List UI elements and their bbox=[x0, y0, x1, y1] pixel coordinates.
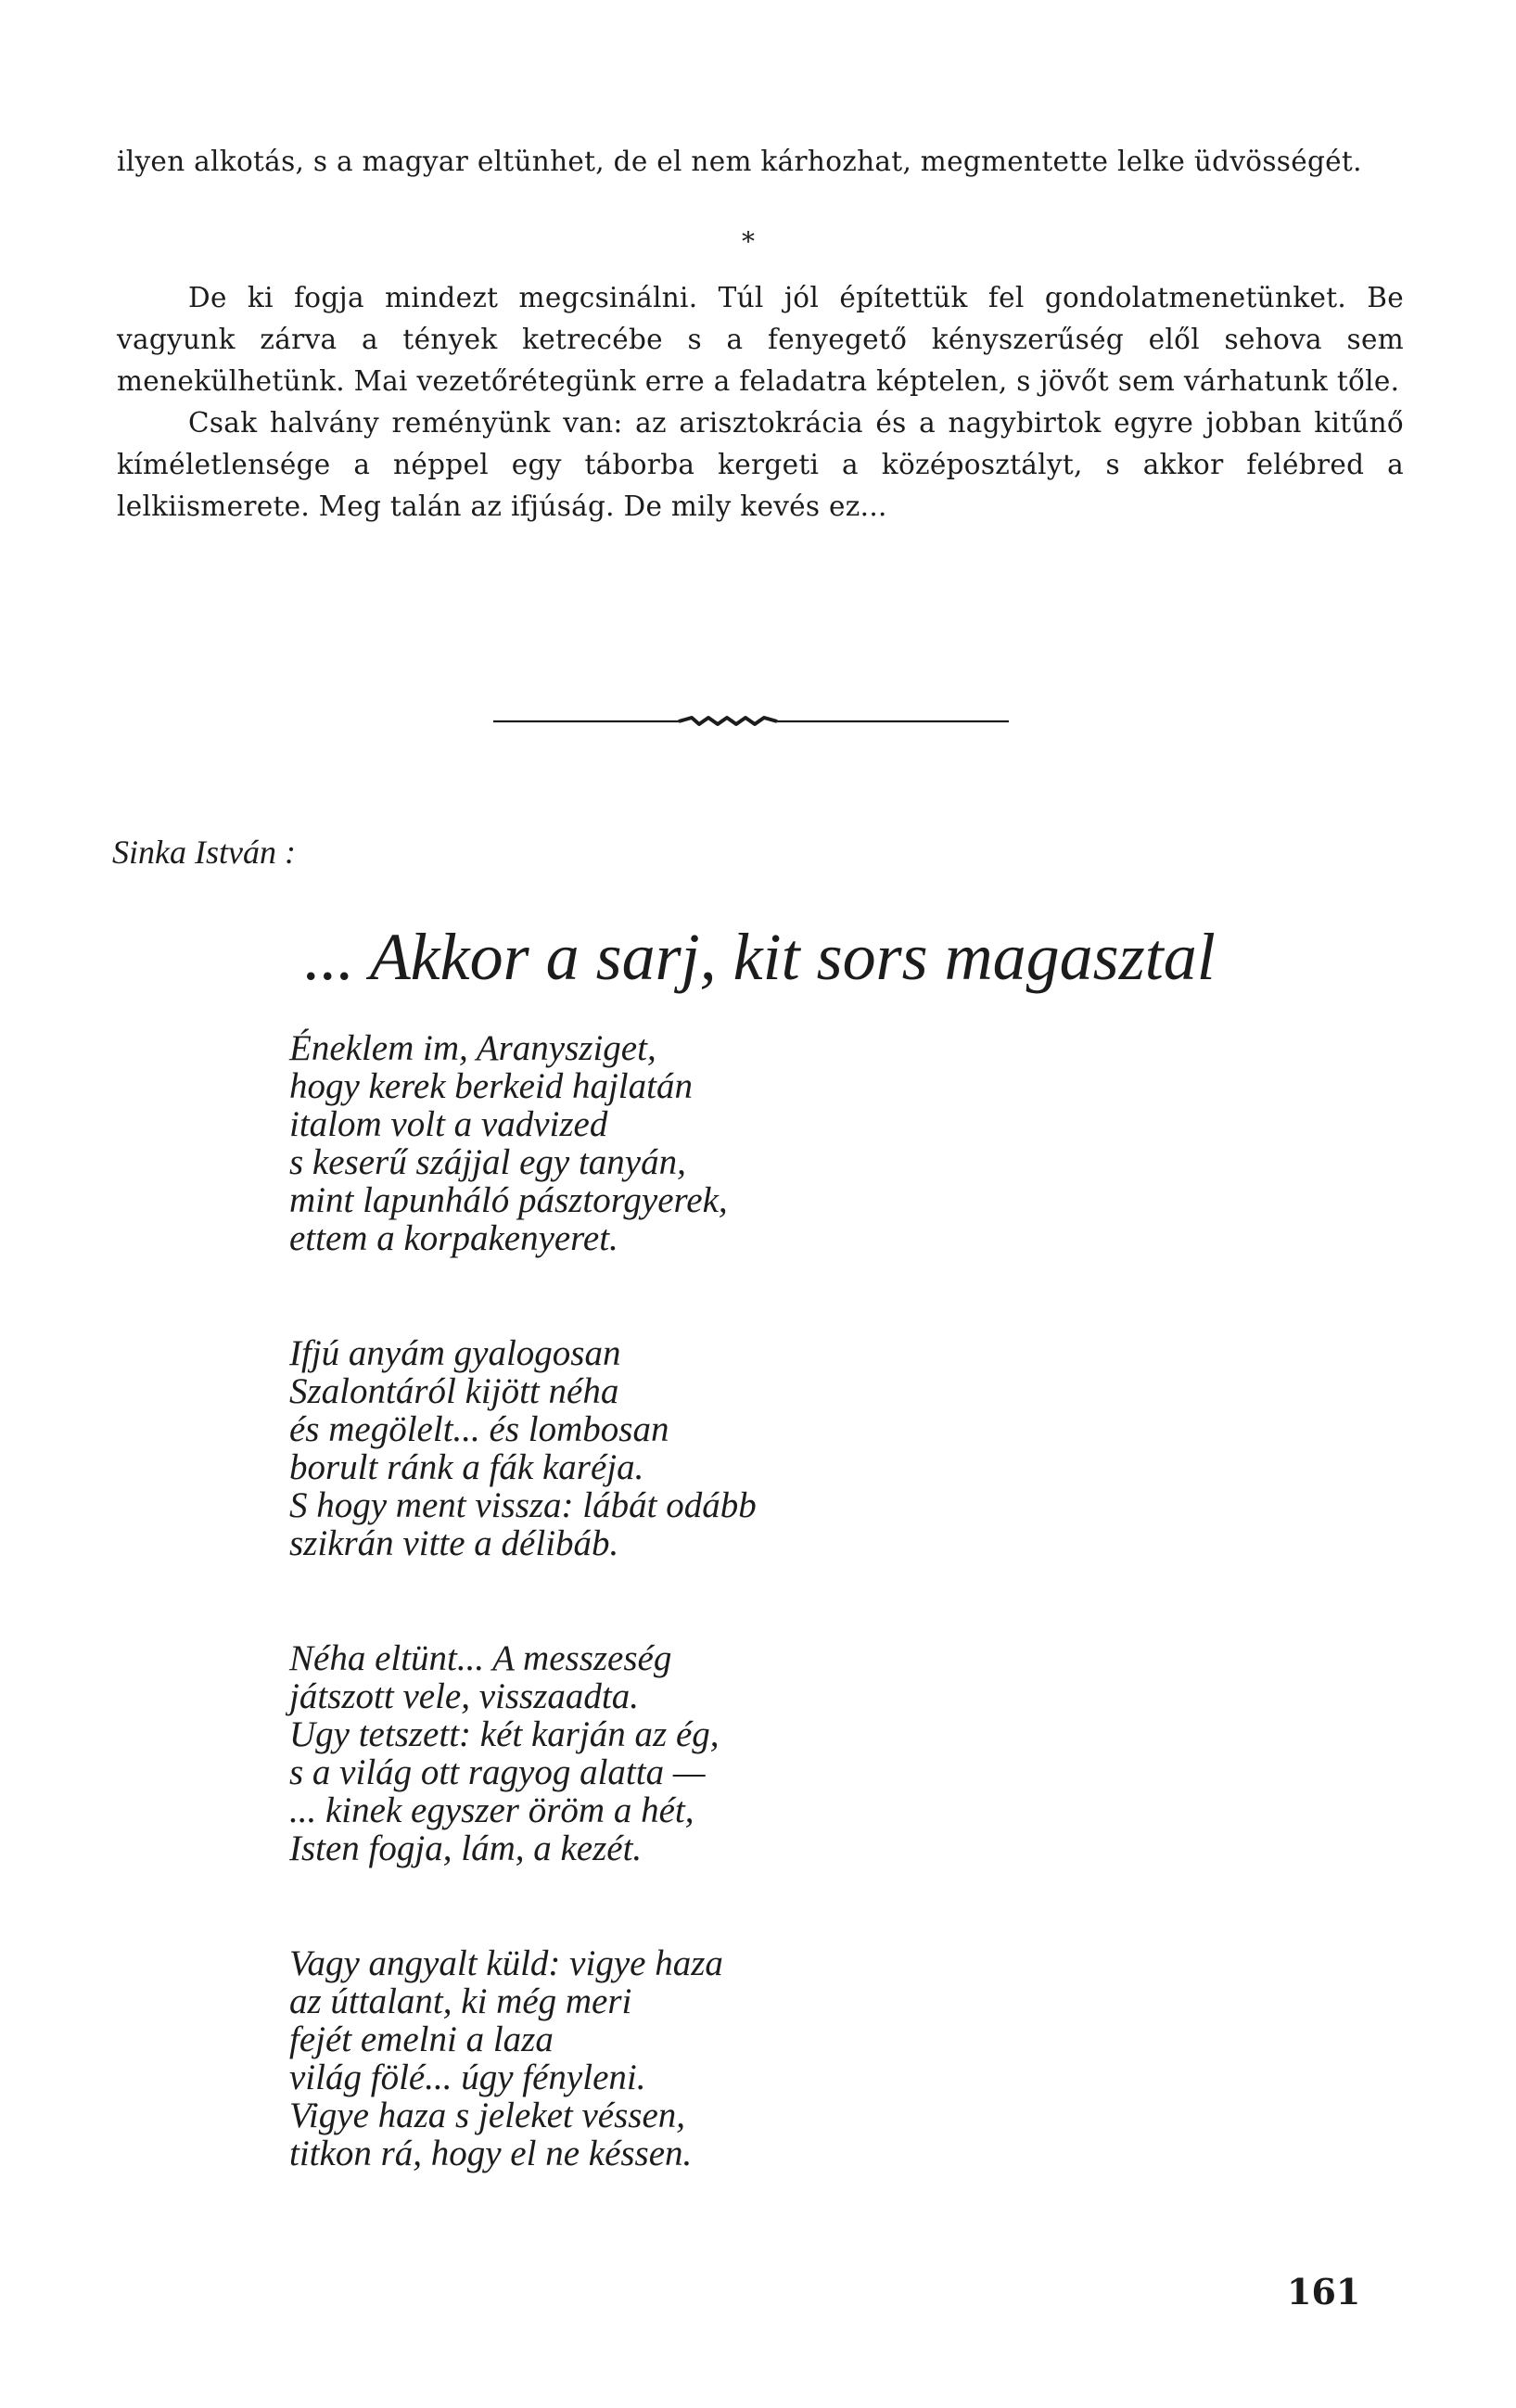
poem-line: ettem a korpakenyeret. bbox=[289, 1218, 618, 1258]
poem-body bbox=[289, 1029, 757, 2249]
poem-line: borult ránk a fák karéja. bbox=[289, 1447, 644, 1487]
prose-top bbox=[117, 141, 1404, 183]
poem-line: ... kinek egyszer öröm a hét, bbox=[289, 1790, 694, 1830]
page-number: 161 bbox=[1287, 2271, 1361, 2312]
poem-line: s keserű szájjal egy tanyán, bbox=[289, 1142, 686, 1182]
poem-line: fejét emelni a laza bbox=[289, 2019, 554, 2059]
paragraph-3: Csak halvány reményünk van: az arisztokrácia és a nagybirtok egyre jobban kitűnő kíméletlensége a néppel egy táborba kergeti a középosztályt, s akkor felébred a lelkiismerete. Meg talán az ifjúság. De mily kevés ez... bbox=[117, 407, 1404, 522]
poem-line: italom volt a vadvized bbox=[289, 1104, 608, 1144]
poem-line: S hogy ment vissza: lábát odább bbox=[289, 1485, 757, 1525]
stanza-1 bbox=[289, 1029, 757, 1257]
poem-line: Ifjú anyám gyalogosan bbox=[289, 1333, 621, 1373]
poem-line: és megölelt... és lombosan bbox=[289, 1409, 669, 1449]
poem-line: Szalontáról kijött néha bbox=[289, 1371, 619, 1411]
poem-author: Sinka István : bbox=[112, 834, 296, 871]
paragraph-1: ilyen alkotás, s a magyar eltünhet, de el nem kárhozhat, megmentette lelke üdvösségét. bbox=[117, 146, 1362, 177]
poem-line: s a világ ott ragyog alatta — bbox=[289, 1752, 706, 1792]
prose-bottom bbox=[117, 277, 1404, 528]
poem-line: hogy kerek berkeid hajlatán bbox=[289, 1066, 693, 1106]
poem-line: játszott vele, visszaadta. bbox=[289, 1676, 639, 1716]
paragraph-2: De ki fogja mindezt megcsinálni. Túl jól építettük fel gondolatmenetünket. Be vagyunk zárva a tények ketrecébe s a fenyegető kényszerűség elől sehova sem menekülhetünk. Mai vezetőrétegünk erre a feladatra képtelen, s jövőt sem várhatunk tőle. bbox=[117, 282, 1404, 397]
poem-line: titkon rá, hogy el ne késsen. bbox=[289, 2134, 693, 2173]
poem-line: Néha eltünt... A messzeség bbox=[289, 1638, 672, 1678]
stanza-4 bbox=[289, 1944, 757, 2172]
poem-line: világ fölé... úgy fényleni. bbox=[289, 2058, 646, 2097]
poem-line: Vigye haza s jeleket véssen, bbox=[289, 2096, 686, 2135]
poem-line: Ugy tetszett: két karján az ég, bbox=[289, 1714, 720, 1754]
stanza-3 bbox=[289, 1639, 757, 1867]
ornamental-divider bbox=[493, 715, 1009, 728]
poem-line: az úttalant, ki még meri bbox=[289, 1981, 632, 2021]
section-separator-asterisk: * bbox=[742, 226, 755, 257]
poem-line: Vagy angyalt küld: vigye haza bbox=[289, 1943, 723, 1983]
poem-line: szikrán vitte a délibáb. bbox=[289, 1523, 619, 1563]
stanza-2 bbox=[289, 1334, 757, 1562]
poem-title: ... Akkor a sarj, kit sors magasztal bbox=[304, 920, 1216, 994]
poem-line: Isten fogja, lám, a kezét. bbox=[289, 1828, 643, 1868]
poem-line: mint lapunháló pásztorgyerek, bbox=[289, 1180, 728, 1220]
poem-line: Éneklem im, Aranysziget, bbox=[289, 1028, 656, 1068]
